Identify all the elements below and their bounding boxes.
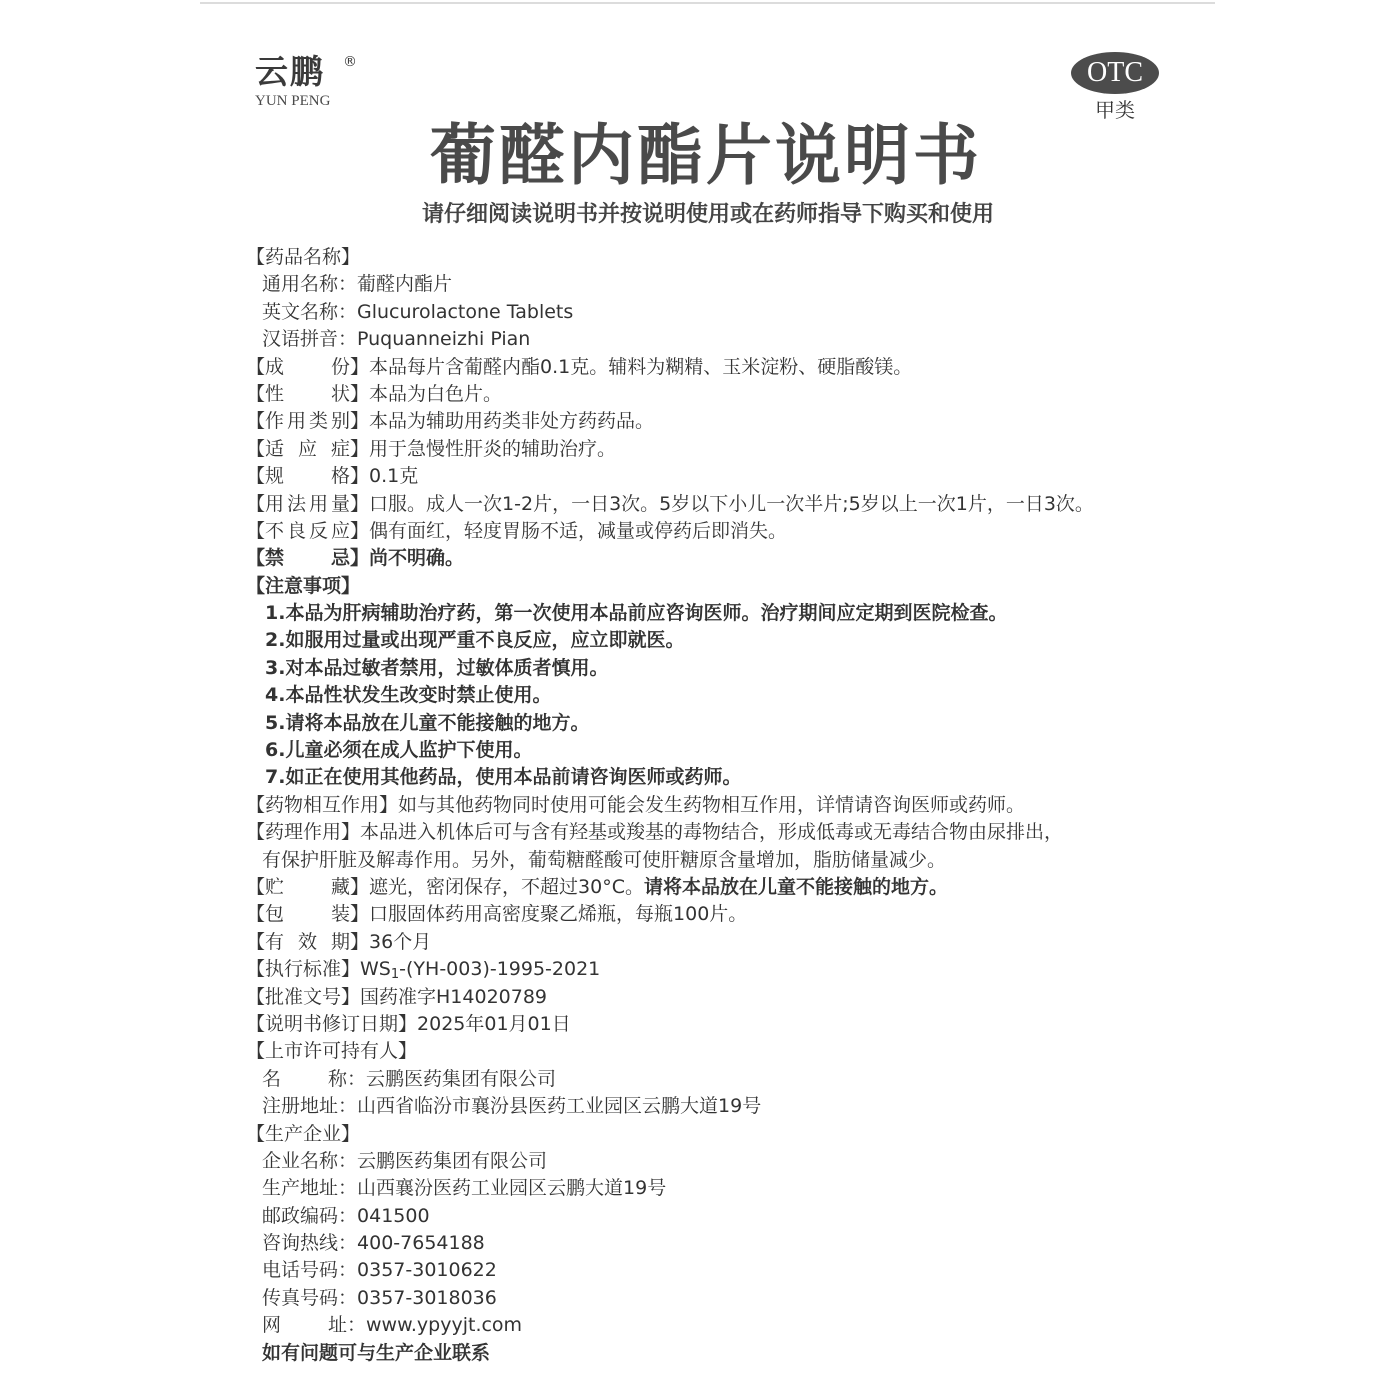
- phone-label: 电话号码：: [262, 1259, 358, 1282]
- precaution-item-5: 5.请将本品放在儿童不能接触的地方。: [265, 711, 590, 734]
- fax-value: 0357-3018036: [357, 1286, 497, 1309]
- mfr-name-value: 云鹏医药集团有限公司: [357, 1149, 548, 1172]
- composition-row: 【成份】本品每片含葡醛内酯0.1克。辅料为糊精、玉米淀粉、硬脂酸镁。: [246, 354, 1246, 381]
- contraindication-row: 【禁忌】尚不明确。: [246, 545, 1246, 572]
- approval-row: [246, 984, 1246, 1011]
- indication-value: 用于急慢性肝炎的辅助治疗。: [369, 437, 617, 460]
- mfr-address-row: [246, 1175, 1246, 1202]
- adverse-label: 不良反应: [265, 519, 351, 542]
- description-row: 【性状】本品为白色片。: [246, 381, 1246, 408]
- pharmacology-label: 【药理作用】: [246, 821, 361, 844]
- precaution-item-3: 3.对本品过敏者禁用，过敏体质者慎用。: [265, 656, 609, 679]
- mfr-name-row: [246, 1148, 1246, 1175]
- holder-name-row: 名称：云鹏医药集团有限公司: [246, 1066, 1246, 1093]
- composition-value: 本品每片含葡醛内酯0.1克。辅料为糊精、玉米淀粉、硬脂酸镁。: [369, 355, 913, 378]
- standard-label: 【执行标准】: [246, 958, 361, 981]
- precautions-header: 【注意事项】: [246, 574, 361, 597]
- holder-address-value: 山西省临汾市襄汾县医药工业园区云鹏大道19号: [357, 1095, 762, 1118]
- precaution-item-2: 2.如服用过量或出现严重不良反应，应立即就医。: [265, 629, 685, 652]
- fax-label: 传真号码：: [262, 1286, 358, 1309]
- category-label: 作用类别: [265, 410, 351, 433]
- storage-row: 【贮藏】遮光，密闭保存，不超过30°C。请将本品放在儿童不能接触的地方。: [246, 874, 1246, 901]
- english-name-value: Glucurolactone Tablets: [357, 300, 574, 323]
- manufacturer-header: 【生产企业】: [246, 1122, 361, 1145]
- otc-class: 甲类: [1095, 98, 1135, 122]
- page-title: 葡醛内酯片说明书: [430, 117, 982, 194]
- hotline-row: [246, 1230, 1246, 1257]
- hotline-value: 400-7654188: [357, 1232, 485, 1255]
- fax-row: [246, 1285, 1246, 1312]
- holder-name-label: 名称: [262, 1067, 347, 1090]
- precaution-item-4: 4.本品性状发生改变时禁止使用。: [265, 684, 552, 707]
- adverse-value: 偶有面红，轻度胃肠不适，减量或停药后即消失。: [369, 519, 788, 542]
- precaution-item-6: 6.儿童必须在成人监护下使用。: [265, 739, 533, 762]
- validity-value: 36个月: [369, 930, 432, 953]
- pharmacology-row-2: [246, 847, 1246, 874]
- pharmacology-line2: 有保护肝脏及解毒作用。另外，葡萄糖醛酸可使肝糖原含量增加，脂肪储量减少。: [262, 848, 947, 871]
- revision-value: 2025年01月01日: [417, 1012, 571, 1035]
- logo-chinese: 云鹏: [255, 52, 325, 91]
- revision-row: [246, 1011, 1246, 1038]
- standard-rest: -(YH-003)-1995-2021: [399, 958, 601, 981]
- holder-header: 【上市许可持有人】: [246, 1040, 418, 1063]
- adverse-row: 【不良反应】偶有面红，轻度胃肠不适，减量或停药后即消失。: [246, 518, 1246, 545]
- brand-logo: [255, 52, 385, 110]
- mfr-address-label: 生产地址：: [262, 1177, 358, 1200]
- interaction-value: 如与其他药物同时使用可能会发生药物相互作用，详情请咨询医师或药师。: [398, 793, 1026, 816]
- postcode-row: [246, 1203, 1246, 1230]
- mfr-address-value: 山西襄汾医药工业园区云鹏大道19号: [357, 1177, 667, 1200]
- approval-label: 【批准文号】: [246, 985, 361, 1008]
- composition-label: 成份: [265, 355, 351, 378]
- package-label: 包装: [265, 903, 351, 926]
- generic-name-row: [246, 271, 1246, 298]
- interaction-row: [246, 792, 1246, 819]
- storage-warning: 请将本品放在儿童不能接触的地方。: [643, 875, 948, 898]
- website-label: 网址: [262, 1314, 347, 1337]
- generic-name-value: 葡醛内酯片: [357, 273, 453, 296]
- holder-name-value: 云鹏医药集团有限公司: [366, 1067, 557, 1090]
- spec-row: 【规格】0.1克: [246, 463, 1246, 490]
- holder-address-row: [246, 1093, 1246, 1120]
- top-rule: [200, 2, 1215, 4]
- package-row: 【包装】口服固体药用高密度聚乙烯瓶，每瓶100片。: [246, 901, 1246, 928]
- contact-note: 如有问题可与生产企业联系: [262, 1341, 491, 1364]
- pinyin-label: 汉语拼音：: [262, 328, 358, 351]
- description-label: 性状: [265, 382, 351, 405]
- precaution-item-7: 7.如正在使用其他药品，使用本品前请咨询医师或药师。: [265, 766, 742, 789]
- package-value: 口服固体药用高密度聚乙烯瓶，每瓶100片。: [369, 903, 748, 926]
- indication-label: 适应症: [265, 437, 351, 460]
- phone-row: [246, 1257, 1246, 1284]
- validity-row: 【有效期】36个月: [246, 929, 1246, 956]
- postcode-label: 邮政编码：: [262, 1204, 358, 1227]
- logo-english: YUN PENG: [255, 93, 331, 109]
- pharmacology-row: [246, 819, 1246, 846]
- otc-oval: OTC: [1071, 52, 1159, 94]
- category-row: 【作用类别】本品为辅助用药类非处方药药品。: [246, 408, 1246, 435]
- website-value: www.ypyyjt.com: [366, 1314, 523, 1337]
- standard-subscript: 1: [390, 967, 400, 983]
- standard-row: [246, 956, 1246, 983]
- mfr-name-label: 企业名称：: [262, 1149, 358, 1172]
- dosage-row: 【用法用量】口服。成人一次1-2片，一日3次。5岁以下小儿一次半片;5岁以上一次1片，一日3次。: [246, 491, 1246, 518]
- dosage-value: 口服。成人一次1-2片，一日3次。5岁以下小儿一次半片;5岁以上一次1片，一日3次。: [369, 492, 1094, 515]
- english-name-label: 英文名称：: [262, 300, 358, 323]
- contraindication-label: 禁忌: [265, 547, 351, 570]
- generic-name-label: 通用名称：: [262, 273, 358, 296]
- registered-mark: ®: [343, 54, 357, 70]
- dosage-label: 用法用量: [265, 492, 351, 515]
- spec-label: 规格: [265, 465, 351, 488]
- pinyin-row: [246, 326, 1246, 353]
- approval-value: 国药准字H14020789: [360, 985, 548, 1008]
- page-subtitle: 请仔细阅读说明书并按说明使用或在药师指导下购买和使用: [421, 202, 994, 227]
- spec-value: 0.1克: [369, 465, 419, 488]
- interaction-label: 【药物相互作用】: [246, 793, 399, 816]
- holder-address-label: 注册地址：: [262, 1095, 358, 1118]
- pinyin-value: Puquanneizhi Pian: [357, 328, 531, 351]
- contraindication-value: 尚不明确。: [369, 547, 465, 570]
- category-value: 本品为辅助用药类非处方药药品。: [369, 410, 655, 433]
- revision-label: 【说明书修订日期】: [246, 1012, 418, 1035]
- postcode-value: 041500: [357, 1204, 430, 1227]
- english-name-row: [246, 299, 1246, 326]
- standard-prefix: WS: [360, 958, 391, 981]
- leaflet-body: [246, 244, 1246, 1367]
- website-row: 网址：www.ypyyjt.com: [246, 1312, 1246, 1339]
- storage-value: 遮光，密闭保存，不超过30°C。: [369, 875, 644, 898]
- storage-label: 贮藏: [265, 875, 351, 898]
- description-value: 本品为白色片。: [369, 382, 503, 405]
- pharmacology-line1: 本品进入机体后可与含有羟基或羧基的毒物结合，形成低毒或无毒结合物由尿排出，: [360, 821, 1064, 844]
- hotline-label: 咨询热线：: [262, 1232, 358, 1255]
- validity-label: 有效期: [265, 930, 351, 953]
- drug-name-header: 【药品名称】: [246, 246, 361, 268]
- precaution-item-1: 1.本品为肝病辅助治疗药，第一次使用本品前应咨询医师。治疗期间应定期到医院检查。: [265, 602, 1008, 625]
- indication-row: 【适应症】用于急慢性肝炎的辅助治疗。: [246, 436, 1246, 463]
- phone-value: 0357-3010622: [357, 1259, 497, 1282]
